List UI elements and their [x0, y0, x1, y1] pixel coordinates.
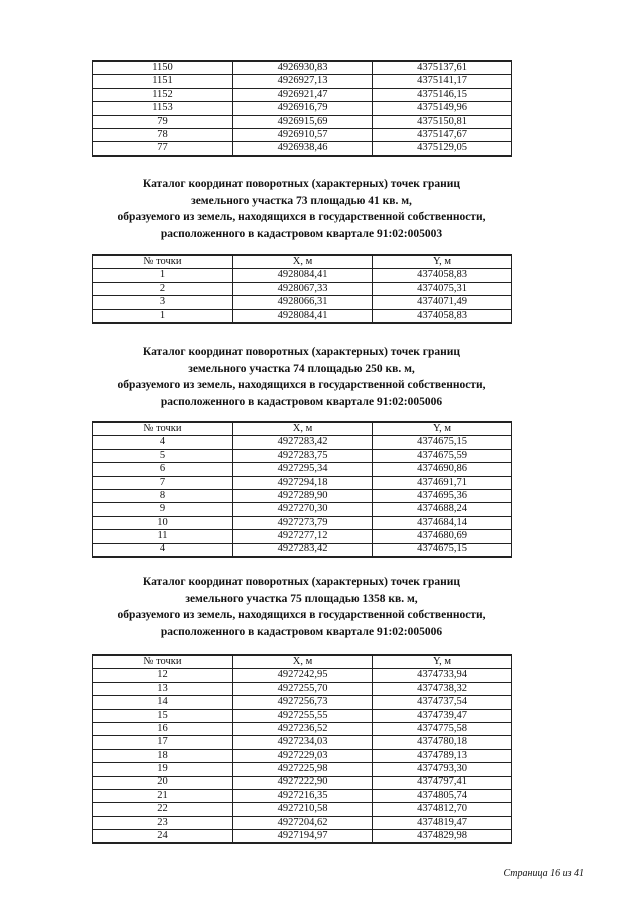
- point-number: 1152: [93, 88, 233, 101]
- coord-y: 4375141,17: [373, 75, 512, 88]
- heading-line: расположенного в кадастровом квартале 91:02:005006: [160, 625, 443, 638]
- heading-line: земельного участка 74 площадью 250 кв. м,: [188, 362, 415, 375]
- coord-x: 4927236,52: [233, 722, 373, 735]
- catalog-heading-plot-75: [92, 574, 511, 640]
- coord-x: 4927283,42: [233, 436, 373, 449]
- heading-line: образуемого из земель, находящихся в государственной собственности,: [117, 379, 486, 391]
- point-number: 7: [93, 476, 233, 489]
- coord-y: 4374675,15: [373, 436, 512, 449]
- coord-x: 4927216,35: [233, 789, 373, 802]
- coord-y: 4375146,15: [373, 88, 512, 101]
- coord-x: 4927270,30: [233, 503, 373, 516]
- coord-x: 4928066,31: [233, 296, 373, 309]
- coords-table-plot-74: [92, 421, 512, 558]
- table-row: [93, 736, 512, 749]
- coord-y: 4374819,47: [373, 816, 512, 829]
- coords-table-plot-73: [92, 254, 512, 324]
- point-number: 4: [93, 436, 233, 449]
- coord-y: 4374688,24: [373, 503, 512, 516]
- coord-y: 4374680,69: [373, 530, 512, 543]
- coord-y: 4375147,67: [373, 128, 512, 141]
- coord-y: 4374691,71: [373, 476, 512, 489]
- table-row: [93, 61, 512, 75]
- point-number: 77: [93, 142, 233, 156]
- point-number: 3: [93, 296, 233, 309]
- coord-x: 4928084,41: [233, 269, 373, 282]
- coord-y: 4374775,58: [373, 722, 512, 735]
- table-row: [93, 543, 512, 557]
- column-header: № точки: [93, 422, 233, 436]
- coord-y: 4374075,31: [373, 282, 512, 295]
- table-row: [93, 75, 512, 88]
- column-header: № точки: [93, 655, 233, 669]
- heading-line: Каталог координат поворотных (характерных) точек границ: [142, 346, 461, 358]
- heading-line: расположенного в кадастровом квартале 91:02:005006: [160, 395, 443, 408]
- point-number: 1151: [93, 75, 233, 88]
- point-number: 13: [93, 682, 233, 695]
- table-row: [93, 669, 512, 682]
- coord-y: 4374789,13: [373, 749, 512, 762]
- table-row: [93, 682, 512, 695]
- coord-x: 4926915,69: [233, 115, 373, 128]
- table-row: [93, 296, 512, 309]
- coord-x: 4926930,83: [233, 61, 373, 75]
- column-header: Y, м: [373, 655, 512, 669]
- coord-x: 4927294,18: [233, 476, 373, 489]
- coord-y: 4374058,83: [373, 309, 512, 323]
- table-row: [93, 436, 512, 449]
- coord-x: 4928084,41: [233, 309, 373, 323]
- point-number: 11: [93, 530, 233, 543]
- heading-line: земельного участка 73 площадью 41 кв. м,: [191, 194, 412, 207]
- coord-x: 4927229,03: [233, 749, 373, 762]
- point-number: 1150: [93, 61, 233, 75]
- point-number: 18: [93, 749, 233, 762]
- coord-x: 4927277,12: [233, 530, 373, 543]
- table-row: [93, 696, 512, 709]
- point-number: 1153: [93, 102, 233, 115]
- coord-x: 4927210,58: [233, 803, 373, 816]
- coord-x: 4927283,75: [233, 449, 373, 462]
- point-number: 79: [93, 115, 233, 128]
- point-number: 23: [93, 816, 233, 829]
- column-header: № точки: [93, 255, 233, 269]
- coord-x: 4927234,03: [233, 736, 373, 749]
- heading-line: Каталог координат поворотных (характерных) точек границ: [142, 178, 461, 190]
- table-row: [93, 128, 512, 141]
- table-row: [93, 115, 512, 128]
- table-row: [93, 516, 512, 529]
- coord-x: 4927295,34: [233, 463, 373, 476]
- heading-line: Каталог координат поворотных (характерных) точек границ: [142, 576, 461, 588]
- coord-y: 4375149,96: [373, 102, 512, 115]
- coord-x: 4927289,90: [233, 489, 373, 502]
- coord-y: 4374058,83: [373, 269, 512, 282]
- point-number: 5: [93, 449, 233, 462]
- table-row: [93, 830, 512, 844]
- coord-y: 4375150,81: [373, 115, 512, 128]
- coord-x: 4926921,47: [233, 88, 373, 101]
- table-row: [93, 816, 512, 829]
- point-number: 10: [93, 516, 233, 529]
- coord-y: 4374829,98: [373, 830, 512, 844]
- table-row: [93, 530, 512, 543]
- coord-x: 4927225,98: [233, 763, 373, 776]
- column-header: X, м: [233, 422, 373, 436]
- table-row: [93, 749, 512, 762]
- coord-x: 4927242,95: [233, 669, 373, 682]
- heading-line: образуемого из земель, находящихся в государственной собственности,: [117, 609, 486, 621]
- coord-y: 4374780,18: [373, 736, 512, 749]
- coord-y: 4374695,36: [373, 489, 512, 502]
- coord-x: 4926938,46: [233, 142, 373, 156]
- column-header: X, м: [233, 255, 373, 269]
- table-header-row: [93, 655, 512, 669]
- point-number: 16: [93, 722, 233, 735]
- coord-x: 4927273,79: [233, 516, 373, 529]
- point-number: 2: [93, 282, 233, 295]
- column-header: X, м: [233, 655, 373, 669]
- coord-x: 4926916,79: [233, 102, 373, 115]
- table-row: [93, 282, 512, 295]
- column-header: Y, м: [373, 422, 512, 436]
- point-number: 12: [93, 669, 233, 682]
- table-row: [93, 88, 512, 101]
- coord-y: 4374737,54: [373, 696, 512, 709]
- point-number: 19: [93, 763, 233, 776]
- coord-y: 4374733,94: [373, 669, 512, 682]
- point-number: 8: [93, 489, 233, 502]
- table-row: [93, 763, 512, 776]
- heading-line: расположенного в кадастровом квартале 91:02:005003: [160, 227, 443, 240]
- coords-table-continued: [92, 60, 512, 157]
- coord-y: 4374739,47: [373, 709, 512, 722]
- coord-y: 4374684,14: [373, 516, 512, 529]
- point-number: 21: [93, 789, 233, 802]
- coord-y: 4374797,41: [373, 776, 512, 789]
- coord-x: 4927222,90: [233, 776, 373, 789]
- table-row: [93, 803, 512, 816]
- point-number: 9: [93, 503, 233, 516]
- coord-x: 4928067,33: [233, 282, 373, 295]
- coord-y: 4374793,30: [373, 763, 512, 776]
- table-row: [93, 309, 512, 323]
- coord-y: 4374738,32: [373, 682, 512, 695]
- table-row: [93, 776, 512, 789]
- coord-y: 4374071,49: [373, 296, 512, 309]
- coord-y: 4374805,74: [373, 789, 512, 802]
- table-row: [93, 269, 512, 282]
- heading-line: образуемого из земель, находящихся в государственной собственности,: [117, 211, 486, 223]
- coords-table-plot-75: [92, 654, 512, 844]
- coord-y: 4374675,59: [373, 449, 512, 462]
- table-header-row: [93, 422, 512, 436]
- point-number: 78: [93, 128, 233, 141]
- coord-x: 4927256,73: [233, 696, 373, 709]
- table-row: [93, 789, 512, 802]
- coord-y: 4375129,05: [373, 142, 512, 156]
- point-number: 24: [93, 830, 233, 844]
- coord-y: 4375137,61: [373, 61, 512, 75]
- point-number: 1: [93, 269, 233, 282]
- catalog-heading-plot-74: [92, 344, 511, 410]
- point-number: 14: [93, 696, 233, 709]
- coord-x: 4927283,42: [233, 543, 373, 557]
- table-row: [93, 449, 512, 462]
- point-number: 22: [93, 803, 233, 816]
- point-number: 20: [93, 776, 233, 789]
- point-number: 6: [93, 463, 233, 476]
- table-row: [93, 142, 512, 156]
- coord-x: 4927255,55: [233, 709, 373, 722]
- column-header: Y, м: [373, 255, 512, 269]
- coord-x: 4927194,97: [233, 830, 373, 844]
- table-row: [93, 476, 512, 489]
- coord-x: 4926910,57: [233, 128, 373, 141]
- table-row: [93, 722, 512, 735]
- heading-line: земельного участка 75 площадью 1358 кв. м,: [185, 592, 418, 605]
- coord-x: 4926927,13: [233, 75, 373, 88]
- table-header-row: [93, 255, 512, 269]
- point-number: 4: [93, 543, 233, 557]
- table-row: [93, 102, 512, 115]
- coord-x: 4927255,70: [233, 682, 373, 695]
- coord-y: 4374812,70: [373, 803, 512, 816]
- coord-y: 4374690,86: [373, 463, 512, 476]
- point-number: 17: [93, 736, 233, 749]
- table-row: [93, 709, 512, 722]
- point-number: 15: [93, 709, 233, 722]
- point-number: 1: [93, 309, 233, 323]
- page-number: Страница 16 из 41: [503, 868, 584, 879]
- catalog-heading-plot-73: [92, 176, 511, 242]
- table-row: [93, 503, 512, 516]
- coord-y: 4374675,15: [373, 543, 512, 557]
- table-row: [93, 463, 512, 476]
- coord-x: 4927204,62: [233, 816, 373, 829]
- table-row: [93, 489, 512, 502]
